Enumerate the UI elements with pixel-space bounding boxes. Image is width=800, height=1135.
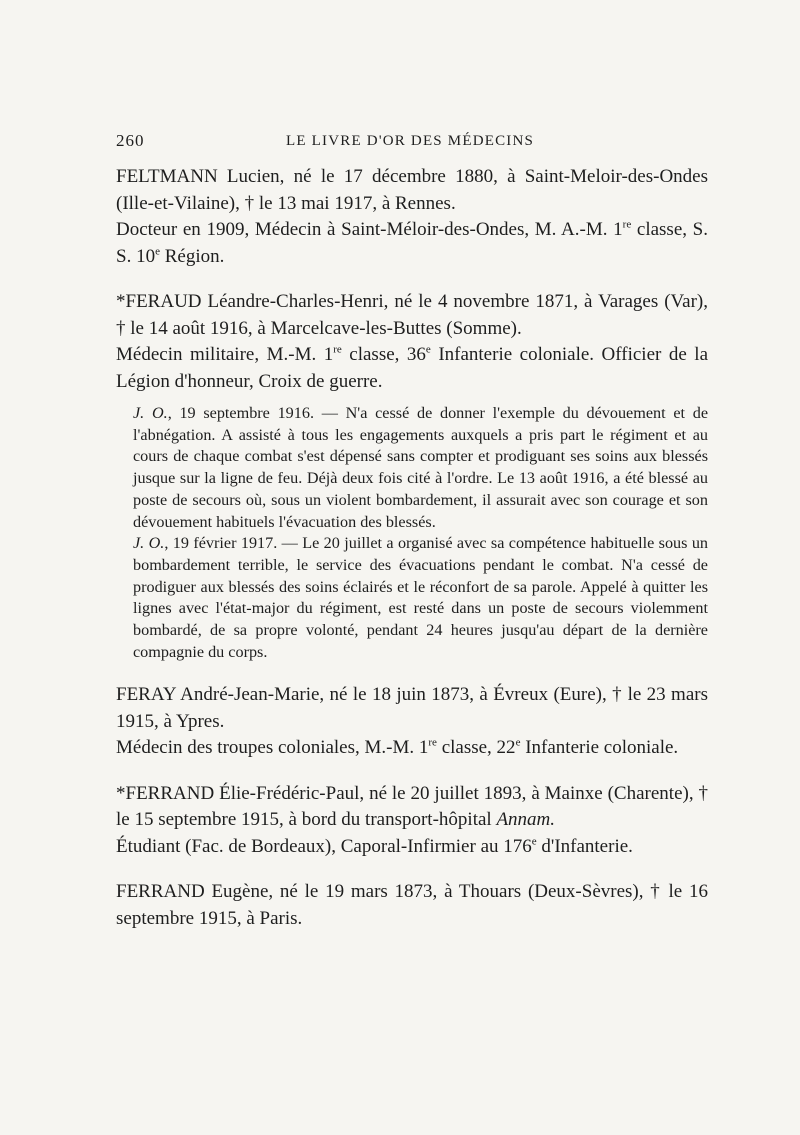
entry-ferrand-elie [116,781,708,861]
entry-intro: FERRAND Eugène, né le 19 mars 1873, à Thouars (Deux-Sèvres), † le 16 septembre 1915, à Paris. [116,881,708,929]
page-body [116,164,708,932]
entry-feray [116,682,708,762]
entry-intro: *FERAUD Léandre-Charles-Henri, né le 4 novembre 1871, à Varages (Var), † le 14 août 1916, à Marcelcave-les-Buttes (Somme). [116,291,708,339]
page-number: 260 [116,131,145,150]
entry-detail: Médecin militaire, M.-M. 1re classe, 36e Infanterie coloniale. Officier de la Légion d'honneur, Croix de guerre. [116,343,708,392]
running-title: LE LIVRE D'OR DES MÉDECINS [286,133,535,149]
citation-1: J. O., 19 septembre 1916. — N'a cessé de donner l'exemple du dévouement et de l'abnégation. A assisté à tous les engagements auxquels a pris part le régiment et au cours de chaque combat s'est dépensé sans compter et prodiguant ses soins aux blessés jusque sur la ligne de feu. Déjà deux fois cité à l'ordre. Le 13 août 1916, a été blessé au poste de secours où, sous un violent bombardement, il assurait avec son courage et son dévouement habituels l'évacuation des blessés. [133,404,709,531]
entry-feraud [116,289,708,663]
entry-intro: FELTMANN Lucien, né le 17 décembre 1880, à Saint-Meloir-des-Ondes (Ille-et-Vilaine), † le 13 mai 1917, à Rennes. [116,166,708,214]
entry-feltmann [116,164,708,270]
entry-detail: Étudiant (Fac. de Bordeaux), Caporal-Infirmier au 176e d'Infanterie. [116,835,633,857]
citations [133,403,708,663]
entry-intro: FERAY André-Jean-Marie, né le 18 juin 1873, à Évreux (Eure), † le 23 mars 1915, à Ypres. [116,684,708,732]
entry-ferrand-eugene [116,879,708,932]
citation-2: J. O., 19 février 1917. — Le 20 juillet a organisé avec sa compétence habituelle sous un bombardement terrible, le service des évacuations pendant le combat. N'a cessé de prodiguer aux blessés des soins éclairés et le réconfort de sa parole. Appelé à quitter les lignes avec l'état-major du régiment, est resté dans un poste de secours violemment bombardé, de sa propre volonté, pendant 24 heures jusqu'au départ de la dernière compagnie du corps. [133,534,709,661]
entry-detail: Médecin des troupes coloniales, M.-M. 1re classe, 22e Infanterie coloniale. [116,737,679,759]
entry-intro: *FERRAND Élie-Frédéric-Paul, né le 20 juillet 1893, à Mainxe (Charente), † le 15 septembre 1915, à bord du transport-hôpital Annam. [116,782,708,831]
entry-detail: Docteur en 1909, Médecin à Saint-Méloir-des-Ondes, M. A.-M. 1re classe, S. S. 10e Région. [116,218,708,267]
